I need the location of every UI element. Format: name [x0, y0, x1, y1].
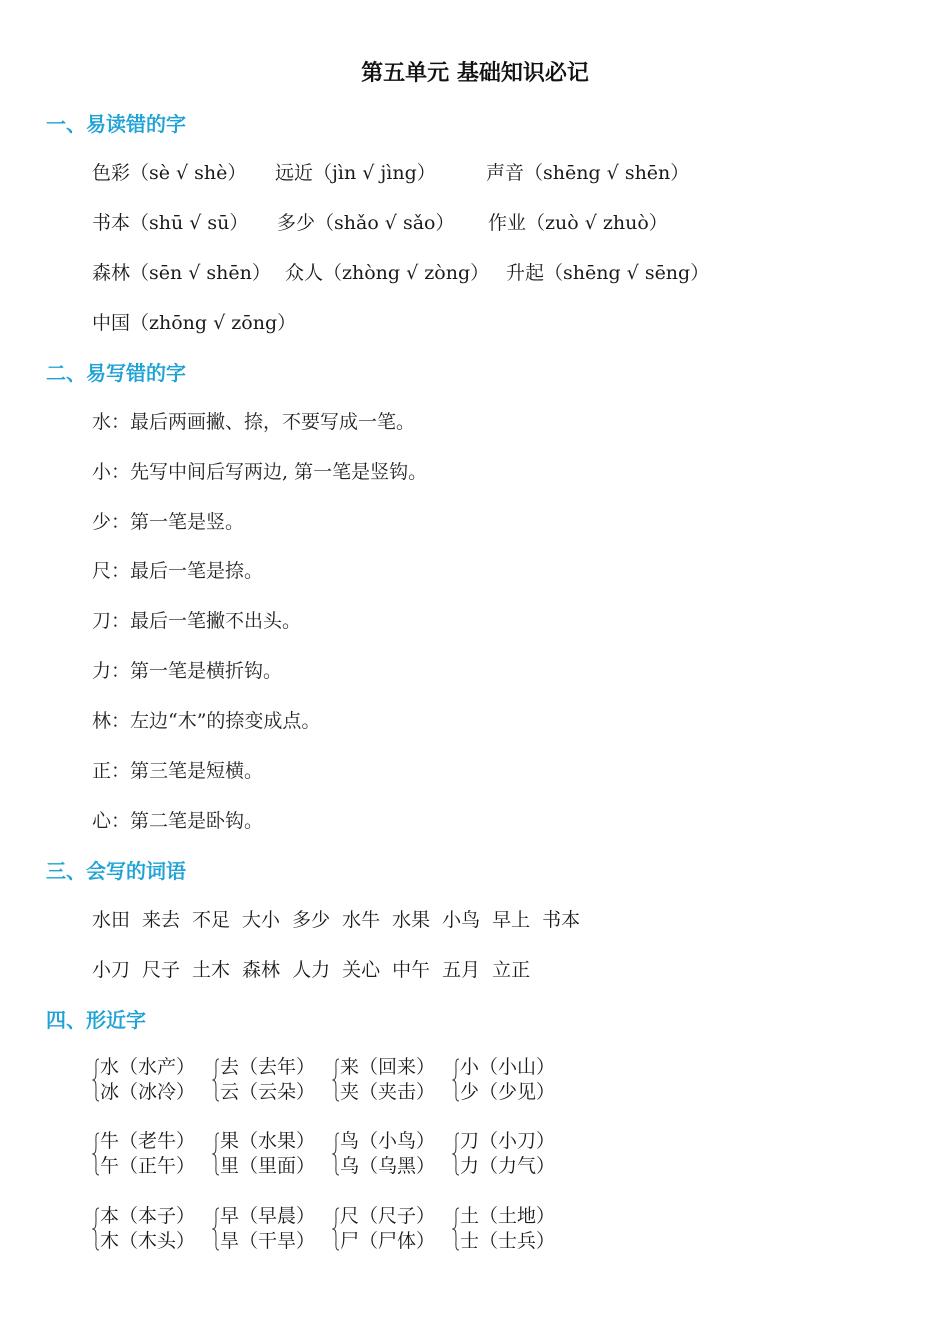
pinyin-item: 中国（zhōng √ zōng） [92, 312, 297, 334]
vocab-word: 五月 [442, 959, 481, 981]
pinyin-item: 多少（shǎo √ sǎo） [277, 212, 455, 234]
similar-char-word: 士（士兵） [460, 1230, 556, 1252]
vocab-word: 土木 [192, 959, 231, 981]
writing-note: 力：第一笔是横折钩。 [92, 660, 283, 682]
writing-note: 心：第二笔是卧钩。 [92, 810, 264, 832]
vocab-word: 水田 [92, 909, 131, 931]
similar-char-word: 牛（老牛） [100, 1130, 196, 1152]
similar-char-word: 鸟（小鸟） [340, 1130, 436, 1152]
similar-char-word: 夹（夹击） [340, 1081, 436, 1103]
brace-icon [212, 1132, 220, 1176]
similar-char-pair [212, 1055, 315, 1105]
similar-char-pair [212, 1204, 315, 1254]
brace-icon [332, 1132, 340, 1176]
vocab-word: 书本 [542, 909, 581, 931]
vocab-word: 水牛 [342, 909, 381, 931]
similar-char-word: 云（云朵） [220, 1081, 316, 1103]
vocab-row-1 [92, 905, 592, 932]
similar-char-word: 旱（干旱） [220, 1230, 316, 1252]
similar-char-pair [212, 1129, 315, 1179]
vocab-word: 来去 [142, 909, 181, 931]
vocab-word: 多少 [292, 909, 331, 931]
similar-char-word: 水（水产） [100, 1056, 196, 1078]
writing-note: 刀：最后一笔撇不出头。 [92, 610, 302, 632]
similar-char-pair [92, 1204, 195, 1254]
writing-note: 水：最后两画撇、捺，不要写成一笔。 [92, 411, 416, 433]
pinyin-item: 作业（zuò √ zhuò） [488, 212, 668, 234]
similar-char-word: 力（力气） [460, 1155, 556, 1177]
vocab-word: 不足 [192, 909, 231, 931]
section-heading-1: 一、易读错的字 [46, 112, 186, 136]
brace-icon [92, 1058, 100, 1102]
brace-icon [452, 1207, 460, 1251]
similar-char-pair [92, 1055, 195, 1105]
similar-char-pair [332, 1055, 435, 1105]
similar-char-word: 尸（尸体） [340, 1230, 436, 1252]
writing-note: 少：第一笔是竖。 [92, 511, 245, 533]
similar-char-word: 本（本子） [100, 1205, 196, 1227]
section-heading-4: 四、形近字 [46, 1008, 146, 1032]
vocab-word: 关心 [342, 959, 381, 981]
similar-char-pair [452, 1055, 555, 1105]
similar-char-word: 少（少见） [460, 1081, 556, 1103]
section-heading-2: 二、易写错的字 [46, 361, 186, 385]
brace-icon [452, 1058, 460, 1102]
similar-char-word: 早（早晨） [220, 1205, 316, 1227]
similar-char-word: 来（回来） [340, 1056, 436, 1078]
brace-icon [452, 1132, 460, 1176]
pinyin-item: 升起（shēng √ sēng） [506, 262, 710, 284]
similar-char-word: 木（木头） [100, 1230, 196, 1252]
brace-icon [92, 1207, 100, 1251]
page-title: 第五单元 基础知识必记 [361, 61, 589, 86]
vocab-word: 大小 [242, 909, 281, 931]
vocab-word: 森林 [242, 959, 281, 981]
brace-icon [212, 1058, 220, 1102]
vocab-word: 小鸟 [442, 909, 481, 931]
similar-char-word: 乌（乌黑） [340, 1155, 436, 1177]
pinyin-item: 色彩（sè √ shè） [92, 162, 247, 184]
pinyin-item: 森林（sēn √ shēn） [92, 262, 271, 284]
similar-char-pair [332, 1129, 435, 1179]
vocab-row-2 [92, 955, 542, 982]
vocab-word: 水果 [392, 909, 431, 931]
vocab-word: 人力 [292, 959, 331, 981]
similar-char-pair [332, 1204, 435, 1254]
pinyin-item: 远近（jìn √ jìng） [275, 162, 436, 184]
brace-icon [212, 1207, 220, 1251]
writing-note: 正：第三笔是短横。 [92, 760, 264, 782]
section-heading-3: 三、会写的词语 [46, 859, 186, 883]
similar-char-pair [452, 1204, 555, 1254]
brace-icon [332, 1058, 340, 1102]
vocab-word: 立正 [492, 959, 531, 981]
pinyin-item: 众人（zhòng √ zòng） [285, 262, 490, 284]
brace-icon [332, 1207, 340, 1251]
similar-char-word: 里（里面） [220, 1155, 316, 1177]
vocab-word: 小刀 [92, 959, 131, 981]
similar-char-word: 午（正午） [100, 1155, 196, 1177]
similar-char-word: 小（小山） [460, 1056, 556, 1078]
similar-char-pair [452, 1129, 555, 1179]
vocab-word: 尺子 [142, 959, 181, 981]
writing-note: 林：左边“木”的捺变成点。 [92, 710, 321, 732]
writing-note: 小：先写中间后写两边, 第一笔是竖钩。 [92, 461, 428, 483]
similar-char-word: 刀（小刀） [460, 1130, 556, 1152]
similar-char-word: 冰（冰冷） [100, 1081, 196, 1103]
similar-char-word: 去（去年） [220, 1056, 316, 1078]
writing-note: 尺：最后一笔是捺。 [92, 560, 264, 582]
pinyin-item: 声音（shēng √ shēn） [486, 162, 690, 184]
vocab-word: 中午 [392, 959, 431, 981]
vocab-word: 早上 [492, 909, 531, 931]
similar-char-word: 果（水果） [220, 1130, 316, 1152]
similar-char-word: 土（土地） [460, 1205, 556, 1227]
similar-char-word: 尺（尺子） [340, 1205, 436, 1227]
similar-char-pair [92, 1129, 195, 1179]
brace-icon [92, 1132, 100, 1176]
pinyin-item: 书本（shū √ sū） [92, 212, 249, 234]
